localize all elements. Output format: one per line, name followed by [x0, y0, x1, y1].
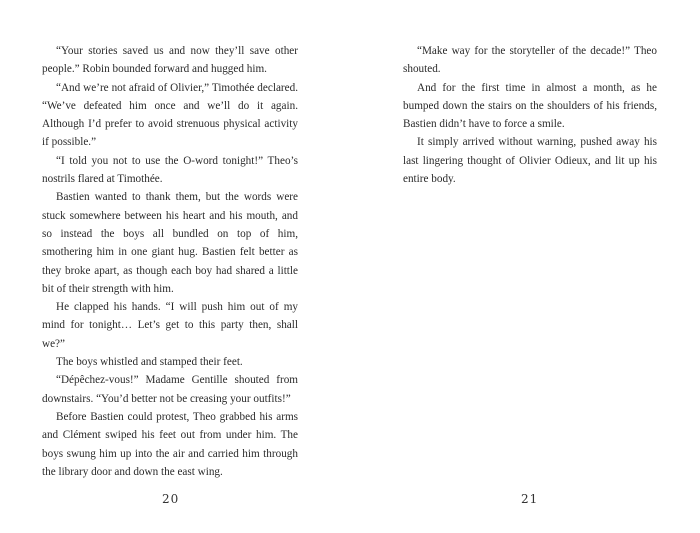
paragraph: And for the first time in almost a month, as he bumped down the stairs on the shoulders of his friends, Bastien didn’t have to force a smile. [403, 81, 657, 131]
page-number-right: 21 [521, 492, 539, 506]
paragraph: He clapped his hands. “I will push him out of my mind for tonight… Let’s get to this party then, shall we?” [42, 301, 298, 350]
paragraph: “Make way for the storyteller of the decade!” Theo shouted. [403, 45, 657, 76]
left-page [42, 42, 298, 481]
paragraph: Before Bastien could protest, Theo grabbed his arms and Clément swiped his feet out from under him. The boys swung him up into the air and carried him through the library door and down the east wing. [42, 410, 298, 478]
page-number-left: 20 [162, 492, 180, 506]
paragraph: It simply arrived without warning, pushed away his last lingering thought of Olivier Odieux, and lit up his entire body. [403, 136, 657, 186]
paragraph: “I told you not to use the O-word tonight!” Theo’s nostrils flared at Timothée. [42, 154, 298, 186]
paragraph: “Dépêchez-vous!” Madame Gentille shouted from downstairs. “You’d better not be creasing your outfits!” [42, 374, 298, 405]
paragraph: “Your stories saved us and now they’ll save other people.” Robin bounded forward and hugged him. [42, 45, 298, 76]
paragraph: “And we’re not afraid of Olivier,” Timothée declared. “We’ve defeated him once and we’ll do it again. Although I’d prefer to avoid strenuous physical activity if possible.” [42, 81, 298, 149]
paragraph: The boys whistled and stamped their feet. [56, 356, 243, 369]
paragraph: Bastien wanted to thank them, but the words were stuck somewhere between his heart and his mouth, and so instead the boys all bundled on top of him, smothering him in one giant hug. Bastien felt better as they broke apart, as though each boy had shared a little bit of their strength with him. [42, 191, 298, 295]
right-page [403, 42, 657, 188]
